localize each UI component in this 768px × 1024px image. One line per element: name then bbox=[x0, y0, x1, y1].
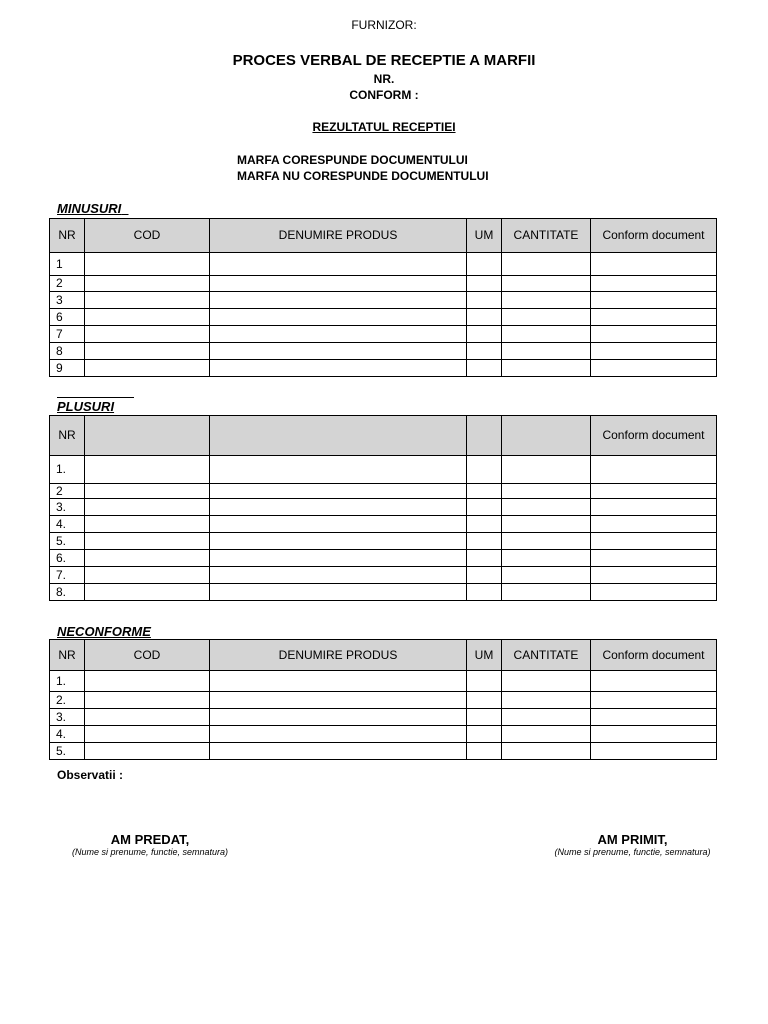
table-row: 1 bbox=[50, 253, 717, 276]
received-note: (Nume si prenume, functie, semnatura) bbox=[554, 847, 711, 857]
table-row: 8 bbox=[50, 343, 717, 360]
column-header bbox=[85, 416, 210, 456]
table-row: 2 bbox=[50, 276, 717, 292]
table-header-row bbox=[50, 416, 717, 456]
status-not-corresponds: MARFA NU CORESPUNDE DOCUMENTULUI bbox=[237, 169, 489, 183]
section-divider bbox=[57, 397, 134, 398]
column-header bbox=[502, 416, 591, 456]
reception-result-heading: REZULTATUL RECEPTIEI bbox=[312, 120, 456, 134]
status-corresponds: MARFA CORESPUNDE DOCUMENTULUI bbox=[237, 153, 468, 167]
table-header-row bbox=[50, 640, 717, 671]
plusuri-label: PLUSURI bbox=[57, 399, 115, 414]
document-number-label: NR. bbox=[373, 72, 395, 86]
table-header-row bbox=[50, 219, 717, 253]
received-title: AM PRIMIT, bbox=[597, 832, 668, 847]
document-title: PROCES VERBAL DE RECEPTIE A MARFII bbox=[232, 52, 536, 69]
table-row: 3 bbox=[50, 292, 717, 309]
column-header: CANTITATE bbox=[502, 640, 591, 671]
table-row: 7 bbox=[50, 326, 717, 343]
plusuri-table bbox=[49, 415, 717, 601]
column-header: UM bbox=[467, 219, 502, 253]
table-row: 6 bbox=[50, 309, 717, 326]
column-header: Conform document bbox=[591, 219, 717, 253]
column-header: Conform document bbox=[591, 640, 717, 671]
table-row: 1. bbox=[50, 456, 717, 484]
column-header: NR bbox=[50, 640, 85, 671]
conform-label: CONFORM : bbox=[349, 88, 419, 102]
column-header: UM bbox=[467, 640, 502, 671]
supplier-label: FURNIZOR: bbox=[351, 18, 417, 32]
table-row: 5. bbox=[50, 533, 717, 550]
neconforme-label: NECONFORME bbox=[57, 624, 151, 639]
column-header bbox=[467, 416, 502, 456]
minusuri-table bbox=[49, 218, 717, 377]
table-row: 6. bbox=[50, 550, 717, 567]
column-header: Conform document bbox=[591, 416, 717, 456]
neconforme-table bbox=[49, 639, 717, 760]
table-row: 4. bbox=[50, 516, 717, 533]
table-row: 3. bbox=[50, 499, 717, 516]
table-row: 2 bbox=[50, 484, 717, 499]
column-header: CANTITATE bbox=[502, 219, 591, 253]
table-row: 8. bbox=[50, 584, 717, 601]
table-row: 9 bbox=[50, 360, 717, 377]
table-row: 2. bbox=[50, 692, 717, 709]
column-header: COD bbox=[85, 219, 210, 253]
signature-received bbox=[520, 832, 745, 857]
column-header bbox=[210, 416, 467, 456]
observations-label: Observatii : bbox=[57, 768, 124, 782]
delivered-note: (Nume si prenume, functie, semnatura) bbox=[71, 847, 229, 857]
column-header: NR bbox=[50, 219, 85, 253]
delivered-title: AM PREDAT, bbox=[110, 832, 190, 847]
signature-delivered bbox=[40, 832, 260, 857]
column-header: COD bbox=[85, 640, 210, 671]
column-header: DENUMIRE PRODUS bbox=[210, 640, 467, 671]
table-row: 3. bbox=[50, 709, 717, 726]
column-header: NR bbox=[50, 416, 85, 456]
table-row: 1. bbox=[50, 671, 717, 692]
minusuri-label: MINUSURI bbox=[57, 201, 122, 216]
table-row: 7. bbox=[50, 567, 717, 584]
table-row: 5. bbox=[50, 743, 717, 760]
column-header: DENUMIRE PRODUS bbox=[210, 219, 467, 253]
table-row: 4. bbox=[50, 726, 717, 743]
